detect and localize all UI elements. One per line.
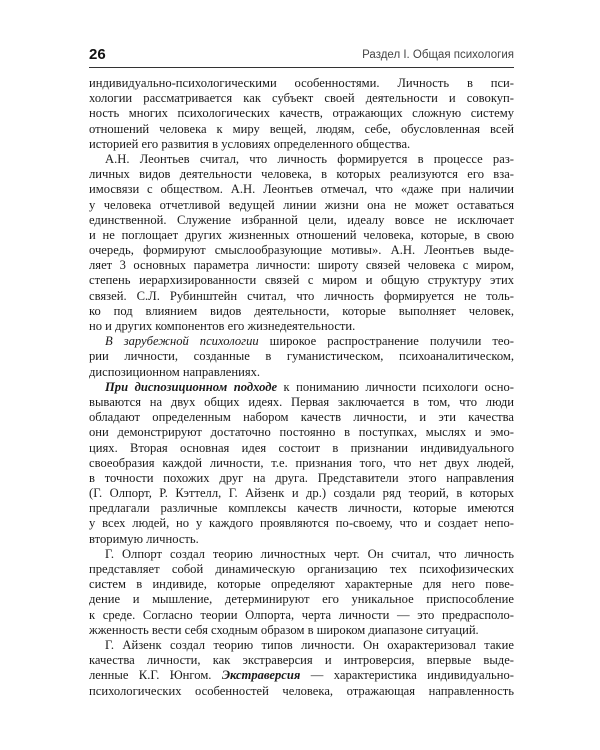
text-line (89, 395, 514, 410)
text-run: рии личности, созданные в гуманистическом, психоаналитическом, (89, 349, 514, 364)
text-run: циях. Вторая основная идея состоит в признании индивидуального (89, 440, 514, 455)
text-run: Г. Айзенк создал теорию типов личности. Он охарактеризовал такие (105, 637, 514, 652)
text-line (89, 592, 514, 607)
text-line (89, 334, 514, 349)
text-line (89, 167, 514, 182)
text-run: А.Н. Леонтьев считал, что личность формируется в процессе раз- (105, 151, 514, 166)
text-line (89, 76, 514, 91)
text-line (89, 638, 514, 653)
text-line (89, 608, 514, 623)
text-line (89, 106, 514, 121)
text-run: имосвязи с обществом. А.Н. Леонтьев отмечал, что «даже при наличии (89, 182, 514, 197)
emphasized-term: В зарубежной психологии (105, 334, 259, 349)
paragraph (89, 76, 514, 152)
text-line (89, 137, 514, 152)
paragraph (89, 152, 514, 334)
text-run: диспозиционном направлениях. (89, 364, 261, 379)
text-run: — характеристика индивидуально- (300, 668, 514, 683)
text-run: предлагали различные комплексы качеств личности, которые имеются (89, 501, 514, 516)
text-line (89, 441, 514, 456)
text-run: личных видов деятельности человека, в которых реализуются его вза- (89, 167, 514, 182)
text-line (89, 228, 514, 243)
text-run: историей его развития в условиях определенного общества. (89, 136, 411, 151)
paragraph (89, 638, 514, 699)
text-run: ляет 3 основных параметра личности: широту связей человека с миром, (89, 258, 514, 273)
paragraph (89, 380, 514, 547)
text-run: и не поглощает других жизненных отношений человека, которые, в свою (89, 227, 514, 242)
text-line (89, 122, 514, 137)
text-run: Г. Олпорт создал теорию личностных черт. Он считал, что личность (105, 546, 514, 561)
emphasized-term: При диспозиционном подходе (105, 379, 278, 394)
text-line (89, 410, 514, 425)
text-run: качества личности, как экстраверсия и интроверсия, впервые выде- (89, 653, 514, 668)
text-line (89, 304, 514, 319)
text-run: у всех людей, но у каждого проявляются по-своему, что и создает непо- (89, 516, 514, 531)
section-title: Раздел I. Общая психология (362, 49, 514, 61)
text-run: но и других компонентов его жизнедеятельности. (89, 319, 356, 333)
text-run: вываются на двух общих идеях. Первая заключается в том, что люди (89, 394, 514, 409)
text-line (89, 289, 514, 304)
text-run: широкое распространение получили тео- (258, 334, 514, 349)
text-run: степень иерархизированности связей с миром и общую структуру этих (89, 273, 514, 288)
text-line (89, 501, 514, 516)
text-line (89, 547, 514, 562)
text-line (89, 668, 514, 683)
text-run: связей. С.Л. Рубинштейн считал, что личность формируется не толь- (89, 288, 514, 303)
text-run: ность многих психологических качеств, отражающих сложную систему (89, 106, 514, 121)
body-text (89, 76, 514, 699)
text-line (89, 243, 514, 258)
text-line (89, 213, 514, 228)
text-line (89, 380, 514, 395)
text-run: систем в индивиде, которые определяют характерные для него пове- (89, 577, 514, 592)
text-run: хологии рассматривается как субъект своей деятельности и совокуп- (89, 91, 514, 106)
text-line (89, 456, 514, 471)
text-line (89, 577, 514, 592)
header-rule (89, 67, 514, 68)
text-run: у человека отчетливой ведущей линии жизни она не может оставаться (89, 197, 514, 212)
text-line (89, 486, 514, 501)
text-run: обладают определенным набором качеств личности, и эти качества (89, 410, 514, 425)
text-line (89, 562, 514, 577)
text-line (89, 91, 514, 106)
text-line (89, 198, 514, 213)
text-run: отношений человека к миру вещей, людям, себе, обусловленная всей (89, 121, 514, 136)
text-line (89, 365, 514, 380)
text-line (89, 653, 514, 668)
text-run: к пониманию личности психологи осно- (277, 379, 514, 394)
text-line (89, 273, 514, 288)
text-line (89, 623, 514, 638)
paragraph (89, 547, 514, 638)
text-run: своеобразия каждой личности, т.е. признания того, что нет двух людей, (89, 455, 514, 470)
emphasized-term: Экстраверсия (221, 668, 301, 683)
page-number: 26 (89, 46, 106, 63)
text-run: вторимую личность. (89, 531, 199, 546)
text-line (89, 471, 514, 486)
text-run: в точности похожих друг на друга. Представители этого направления (89, 470, 514, 485)
text-line (89, 532, 514, 547)
text-run: они демонстрируют достаточно постоянно в поступках, мыслях и эмо- (89, 425, 514, 440)
text-run: индивидуально-психологическими особенностями. Личность в пси- (89, 76, 514, 90)
text-line (89, 684, 514, 699)
text-run: ленные К.Г. Юнгом. (89, 668, 222, 683)
running-head (89, 46, 514, 66)
text-line (89, 319, 514, 334)
text-line (89, 349, 514, 364)
text-run: дение и мышление, детерминируют его уникальное приспособление (89, 592, 514, 607)
text-run: психологических особенностей человека, отражающая направленность (89, 683, 514, 698)
text-run: представляет собой динамическую организацию тех психофизических (89, 562, 514, 576)
text-line (89, 258, 514, 273)
text-run: к среде. Согласно теории Олпорта, черта личности — это предрасполо- (89, 607, 514, 622)
text-run: ко под влиянием видов деятельности, которые выполняет человек, (89, 303, 514, 318)
text-run: единственной. Служение избранной цели, идеалу вовсе не исключает (89, 212, 514, 227)
text-run: жженность вести себя сходным образом в широком диапазоне ситуаций. (89, 622, 479, 637)
text-line (89, 516, 514, 531)
text-run: очередь, формируют смыслообразующие мотивы». А.Н. Леонтьев выде- (89, 243, 514, 258)
text-line (89, 425, 514, 440)
paragraph (89, 334, 514, 380)
text-line (89, 152, 514, 167)
text-line (89, 182, 514, 197)
text-run: (Г. Олпорт, Р. Кэттелл, Г. Айзенк и др.) создали ряд теорий, в которых (89, 486, 514, 501)
